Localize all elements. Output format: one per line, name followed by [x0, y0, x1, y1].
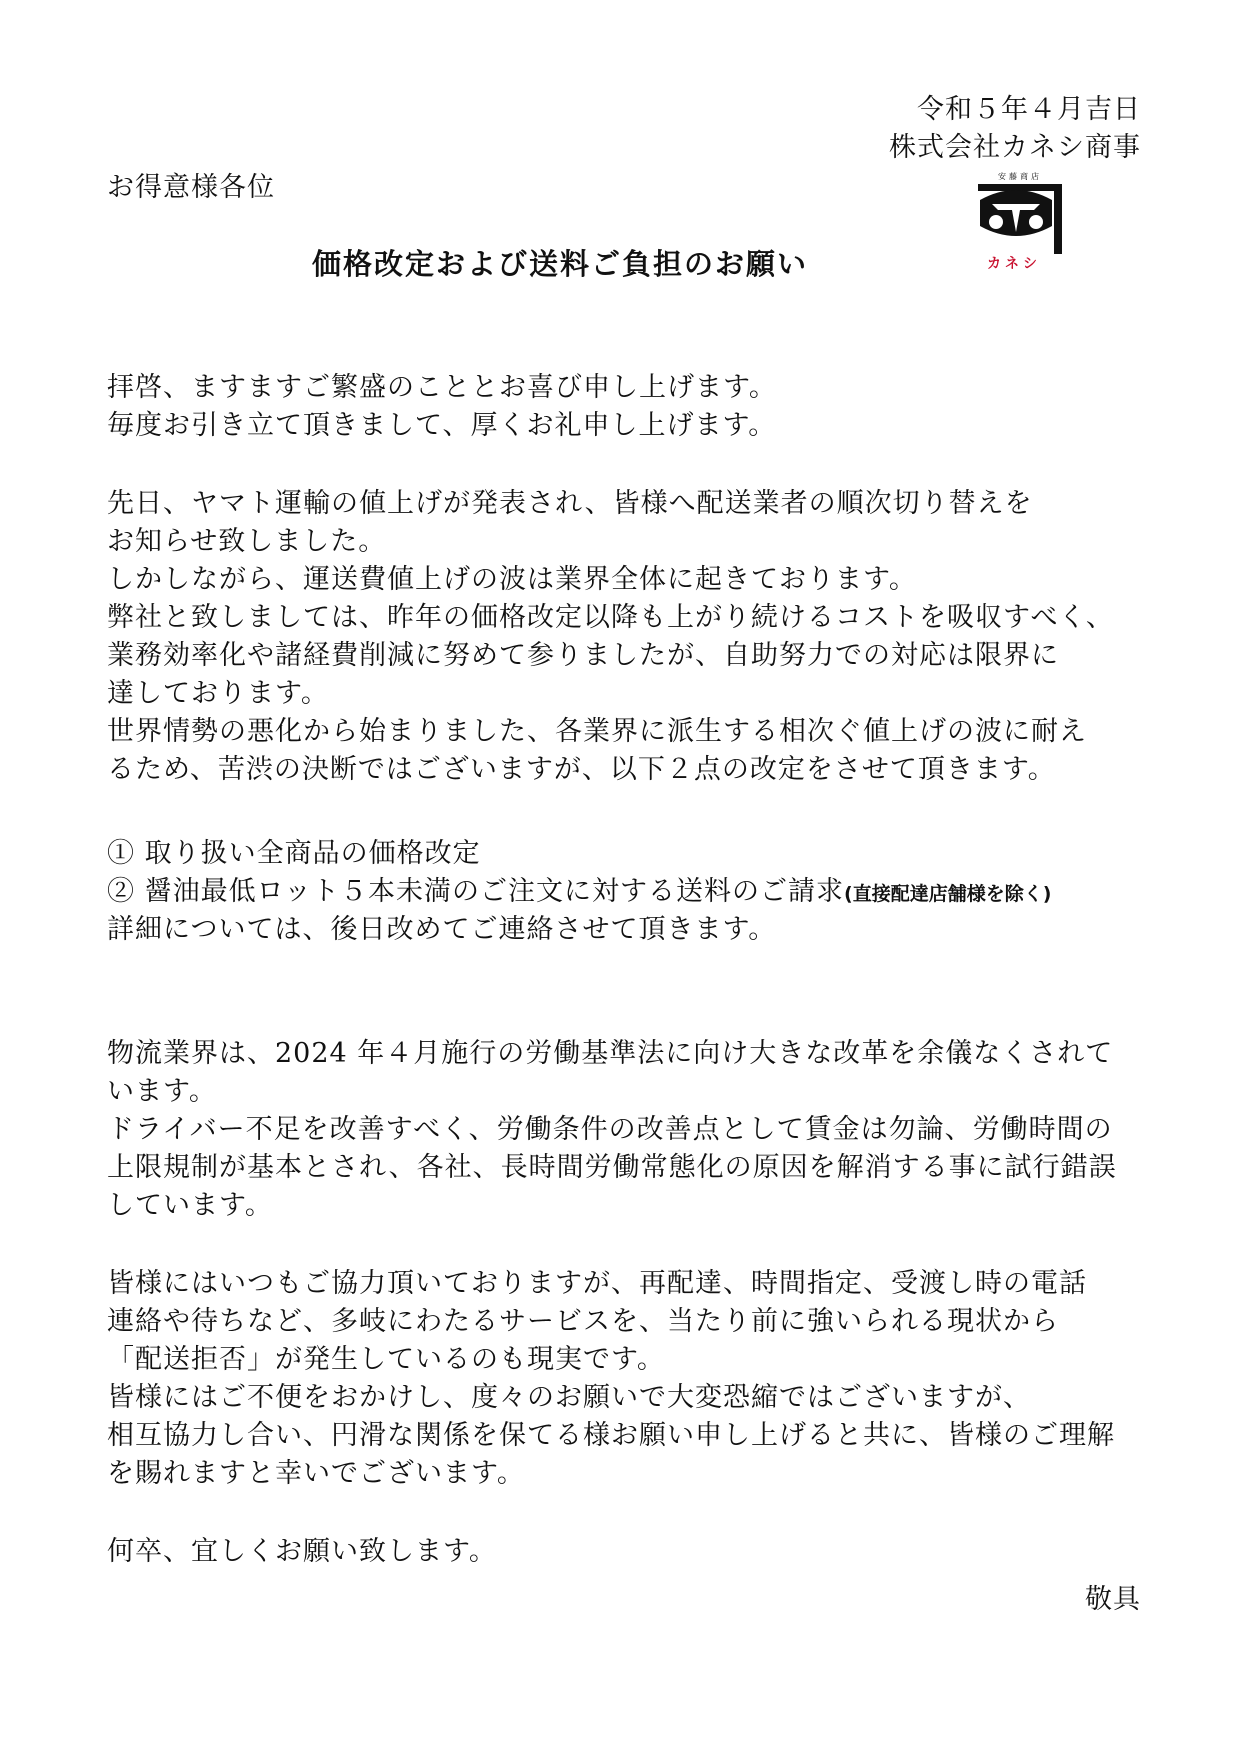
paragraph1-line: 先日、ヤマト運輸の値上げが発表され、皆様へ配送業者の順次切り替えを — [107, 488, 1033, 519]
details-note: 詳細については、後日改めてご連絡させて頂きます。 — [107, 914, 777, 945]
document-title: 価格改定および送料ご負担のお願い — [312, 247, 809, 281]
paragraph3-line: 連絡や待ちなど、多岐にわたるサービスを、当たり前に強いられる現状から — [107, 1306, 1059, 1337]
change-item-2 — [107, 874, 1051, 912]
logo-bottom-text: カネシ — [987, 256, 1041, 272]
greeting-line-1: 拝啓、ますますご繁盛のこととお喜び申し上げます。 — [107, 372, 777, 403]
company-logo — [968, 170, 1080, 274]
change-item-1: ① 取り扱い全商品の価格改定 — [107, 838, 481, 869]
letter-date: 令和５年４月吉日 — [917, 94, 1141, 125]
greeting-line-2: 毎度お引き立て頂きまして、厚くお礼申し上げます。 — [107, 410, 777, 441]
recipient: お得意様各位 — [107, 172, 275, 203]
change-item-2-note: (直接配達店舗様を除く) — [844, 883, 1052, 905]
paragraph3-line: 相互協力し合い、円滑な関係を保てる様お願い申し上げると共に、皆様のご理解 — [107, 1420, 1115, 1451]
paragraph3-line: 「配送拒否」が発生しているのも現実です。 — [107, 1344, 665, 1375]
closing-line: 何卒、宜しくお願い致します。 — [107, 1536, 497, 1567]
paragraph2-line: ドライバー不足を改善すべく、労働条件の改善点として賃金は勿論、労働時間の — [107, 1114, 1113, 1145]
paragraph3-line: 皆様にはご不便をおかけし、度々のお願いで大変恐縮ではございますが、 — [107, 1382, 1031, 1413]
company-name: 株式会社カネシ商事 — [889, 132, 1141, 163]
paragraph1-line: お知らせ致しました。 — [107, 526, 387, 557]
paragraph1-line: るため、苦渋の決断ではございますが、以下２点の改定をさせて頂きます。 — [107, 754, 1056, 785]
paragraph1-line: 業務効率化や諸経費削減に努めて参りましたが、自助努力での対応は限界に — [107, 640, 1059, 671]
paragraph2-line: います。 — [107, 1076, 217, 1107]
paragraph1-line: 弊社と致しましては、昨年の価格改定以降も上がり続けるコストを吸収すべく、 — [107, 602, 1114, 633]
change-item-2-text: ② 醤油最低ロット５本未満のご注文に対する送料のご請求 — [107, 876, 845, 907]
paragraph2-line: 物流業界は、2024 年４月施行の労働基準法に向け大きな改革を余儀なくされて — [107, 1038, 1114, 1069]
paragraph2-line: 上限規制が基本とされ、各社、長時間労働常態化の原因を解消する事に試行錯誤 — [107, 1152, 1117, 1183]
paragraph1-line: 達しております。 — [107, 678, 329, 709]
paragraph1-line: 世界情勢の悪化から始まりました、各業界に派生する相次ぐ値上げの波に耐え — [107, 716, 1087, 747]
paragraph2-line: しています。 — [107, 1190, 273, 1221]
logo-top-text: 安藤商店 — [998, 172, 1042, 181]
paragraph1-line: しかしながら、運送費値上げの波は業界全体に起きております。 — [107, 564, 917, 595]
paragraph3-line: 皆様にはいつもご協力頂いておりますが、再配達、時間指定、受渡し時の電話 — [107, 1268, 1087, 1299]
signoff: 敬具 — [1085, 1584, 1141, 1615]
paragraph3-line: を賜れますと幸いでございます。 — [107, 1458, 525, 1489]
